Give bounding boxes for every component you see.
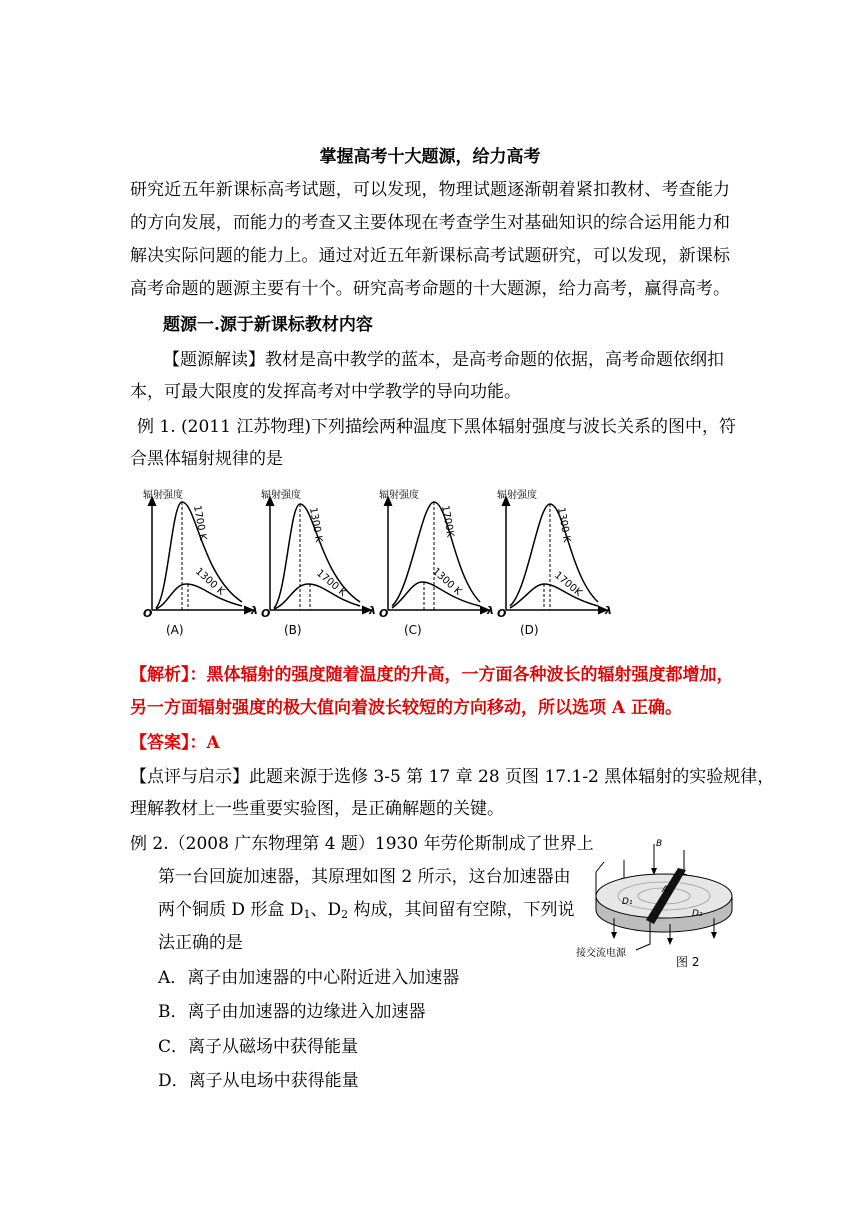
wavelength-label: λ — [251, 604, 258, 617]
source-reading-label: 【题源解读】 — [163, 350, 265, 370]
example1-question-line1: 例 1. (2011 江苏物理)下列描绘两种温度下黑体辐射强度与波长关系的图中，符 — [137, 417, 736, 437]
source-reading-text-2: 本，可最大限度的发挥高考对中学教学的导向功能。 — [130, 382, 521, 402]
example2-question-line1: 例 2.（2008 广东物理第 4 题）1930 年劳伦斯制成了世界上 — [130, 834, 594, 854]
section-heading: 题源一.源于新课标教材内容 — [163, 315, 373, 335]
figure-b-label: (B) — [284, 623, 302, 637]
figure-d-low-temp: 1700K — [552, 569, 584, 599]
answer: 【答案】：A — [130, 733, 220, 753]
figure-c-low-temp: 1300 K — [429, 566, 464, 598]
cyclotron-figure — [574, 832, 734, 972]
figure-a-label: (A) — [166, 623, 184, 637]
intro-line: 研究近五年新课标高考试题，可以发现，物理试题逐渐朝着紧扣教材、考查能力 — [130, 180, 730, 200]
d2-subscript: 2 — [341, 908, 349, 921]
intro-line: 的方向发展，而能力的考查又主要体现在考查学生对基础知识的综合运用能力和 — [130, 213, 730, 233]
comment-line2: 理解教材上一些重要实验图，是正确解题的关键。 — [130, 799, 504, 819]
option-a: A．离子由加速器的中心附近进入加速器 — [158, 968, 460, 988]
wavelength-label: λ — [605, 604, 612, 617]
figure-b-ylabel: 辐射强度 — [261, 490, 301, 501]
comment-line1: 【点评与启示】此题来源于选修 3-5 第 17 章 28 页图 17.1-2 黑体辐射的实验规律， — [130, 767, 775, 787]
figure-a-low-temp: 1300 K — [192, 566, 227, 598]
source-reading-text: 教材是高中教学的蓝本，是高考命题的依据，高考命题依纲扣 — [265, 350, 724, 370]
figure-b-high-temp: 1300 K — [307, 506, 324, 544]
analysis-line2: 另一方面辐射强度的极大值向着波长较短的方向移动，所以选项 A 正确。 — [130, 698, 683, 718]
figure-d-ylabel: 辐射强度 — [497, 490, 537, 501]
example2-question-line2: 第一台回旋加速器，其原理如图 2 所示，这台加速器由 — [158, 867, 571, 887]
figure-c-ylabel: 辐射强度 — [379, 490, 419, 501]
example2-question-line4: 法正确的是 — [158, 933, 243, 953]
figure-b — [261, 488, 376, 637]
option-d: D．离子从电场中获得能量 — [158, 1071, 359, 1091]
a-label: A — [662, 885, 669, 895]
figure-c-high-temp: 1700K — [439, 504, 456, 539]
figure-c-label: (C) — [404, 623, 422, 637]
analysis-line1: 【解析】：黑体辐射的强度随着温度的升高，一方面各种波长的辐射强度都增加， — [130, 665, 734, 685]
figure-d — [497, 488, 612, 637]
source-reading-line — [163, 349, 724, 371]
option-b: B．离子由加速器的边缘进入加速器 — [158, 1002, 426, 1022]
line3-text-b: 、D — [310, 900, 342, 920]
figure-b-low-temp: 1700 K — [314, 567, 349, 599]
intro-line: 高考命题的题源主要有十个。研究高考命题的十大题源，给力高考，赢得高考。 — [130, 279, 730, 299]
example1-question-line2: 合黑体辐射规律的是 — [130, 449, 283, 469]
line3-text-a: 两个铜质 D 形盒 D — [158, 900, 304, 920]
figure-a — [143, 488, 258, 637]
example2-question-line3 — [158, 899, 575, 921]
b-field-label: B — [656, 839, 663, 849]
figure-a-high-temp: 1700 K — [191, 504, 208, 542]
figure-caption: 图 2 — [676, 955, 700, 969]
d1-subscript: 1 — [303, 908, 311, 921]
option-c: C．离子从磁场中获得能量 — [158, 1037, 359, 1057]
intro-line: 解决实际问题的能力上。通过对近五年新课标高考试题研究，可以发现，新课标 — [130, 246, 730, 266]
figure-d-high-temp: 1300 K — [555, 506, 572, 544]
d1-label: D₁ — [622, 897, 633, 907]
blackbody-figures — [140, 486, 615, 646]
wavelength-label: λ — [487, 604, 494, 617]
page-title: 掌握高考十大题源，给力高考 — [319, 147, 541, 167]
figure-a-ylabel: 辐射强度 — [143, 490, 183, 501]
origin-label: O — [497, 607, 507, 620]
d2-label: D₂ — [692, 909, 703, 919]
ac-source-label: 接交流电源 — [576, 948, 626, 959]
figure-d-label: (D) — [520, 623, 539, 637]
origin-label: O — [379, 607, 389, 620]
origin-label: O — [143, 607, 153, 620]
line3-text-c: 构成，其间留有空隙，下列说 — [348, 900, 575, 920]
origin-label: O — [261, 607, 271, 620]
figure-c — [379, 488, 494, 637]
wavelength-label: λ — [369, 604, 376, 617]
